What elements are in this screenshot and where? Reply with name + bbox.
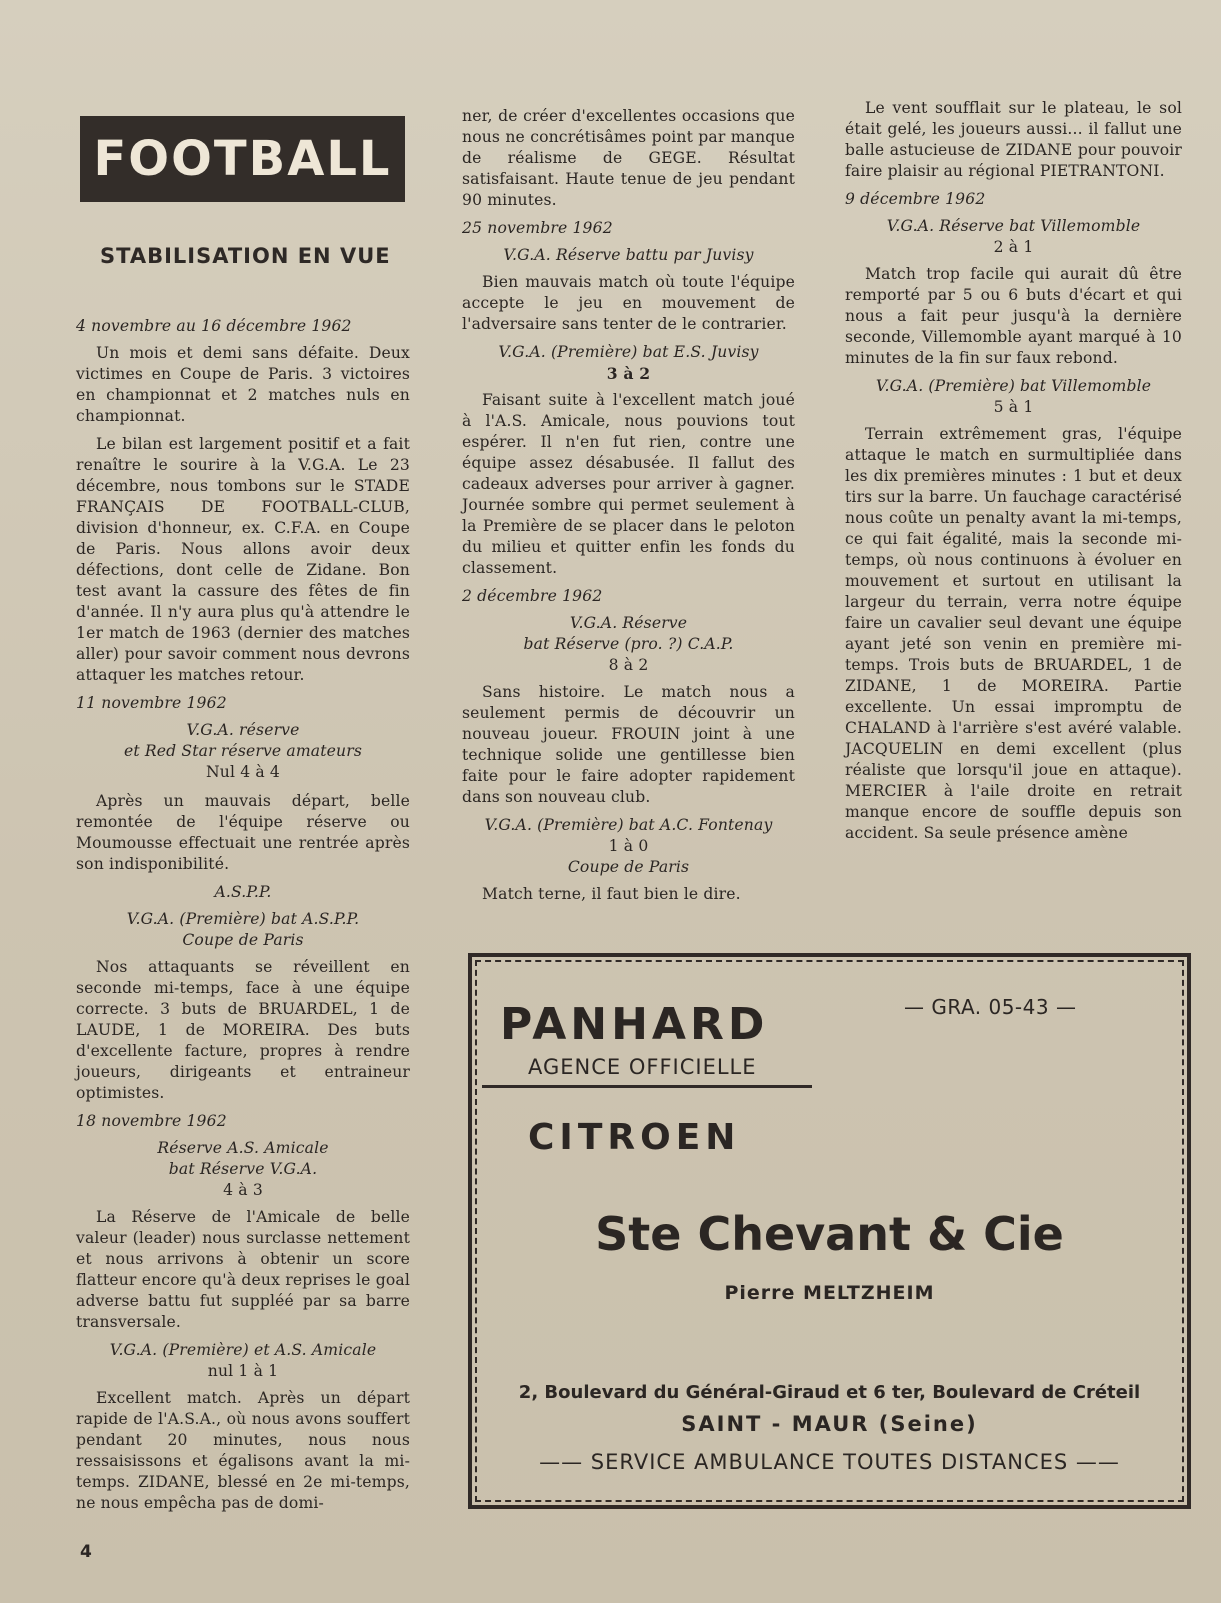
- ad-brand-citroen: CITROEN: [528, 1117, 741, 1158]
- match-line: V.G.A. Réserve bat Villemomble: [886, 217, 1141, 235]
- ad-service-line: —— SERVICE AMBULANCE TOUTES DISTANCES ——: [539, 1450, 1120, 1474]
- match-score: nul 1 à 1: [207, 1362, 279, 1380]
- match-score: 8 à 2: [608, 656, 649, 674]
- paragraph: Terrain extrêmement gras, l'équipe attaque le match en surmultipliée dans les dix premières minutes : 1 but et deux tirs sur la barre. Un fauchage caractérisé nous coûte un penalty avant la mi-temps, ce qui fait égalité, mais la seconde mi-temps, où nous continuons à évoluer en mouvement et surtout en utilisant la largeur du terrain, verra notre équipe faire un cavalier seul devant une équipe ayant jeté son venin en première mi-temps. Trois buts de BRUARDEL, 1 de ZIDANE, 1 de MOREIRA. Partie excellente. Un essai impromptu de CHALAND à l'arrière s'est avéré valable. JACQUELIN en demi excellent (plus réaliste que lorsqu'il joue en attaque). MERCIER à l'aile droite en retrait manque encore de souffle depuis son accident. Sa seule présence amène: [845, 425, 1182, 842]
- paragraph: Le bilan est largement positif et a fait renaître le sourire à la V.G.A. Le 23 décembre, nous tombons sur le STADE FRANÇAIS DE FOOTBALL-CLUB, division d'honneur, ex. C.F.A. en Coupe de Paris. Nous allons avoir deux défections, dont celle de Zidane. Bon test avant la cassure des fêtes de fin d'année. Il n'y aura plus qu'à attendre le 1er match de 1963 (dernier des matches aller) pour savoir comment nous devrons attaquer les matches retour.: [76, 435, 410, 684]
- column-1: [76, 312, 410, 1521]
- article-headline: STABILISATION EN VUE: [100, 244, 391, 268]
- paragraph: Sans histoire. Le match nous a seulement permis de découvrir un nouveau joueur. FROUIN joint à une technique solide une gentillesse bien faite pour le faire adopter rapidement dans son nouveau club.: [462, 683, 795, 806]
- match-line: V.G.A. (Première) bat E.S. Juvisy: [498, 343, 759, 361]
- ad-city-line: SAINT - MAUR (Seine): [681, 1412, 978, 1436]
- match-line: V.G.A. (Première) bat Villemomble: [875, 377, 1152, 395]
- paragraph: Bien mauvais match où toute l'équipe accepte le jeu en mouvement de l'adversaire sans tenter de le contrarier.: [462, 273, 795, 333]
- match-line: et Red Star réserve amateurs: [124, 742, 362, 760]
- match-line: V.G.A. Réserve: [569, 614, 688, 632]
- ad-address-line: 2, Boulevard du Général-Giraud et 6 ter, Boulevard de Créteil: [518, 1382, 1141, 1403]
- section-banner: FOOTBALL: [80, 116, 405, 202]
- column-2: [462, 106, 795, 912]
- match-score: 1 à 0: [608, 837, 649, 855]
- ad-subtitle: AGENCE OFFICIELLE: [528, 1055, 757, 1079]
- advertisement-box: [468, 953, 1191, 1509]
- paragraph: Excellent match. Après un départ rapide de l'A.S.A., où nous avons souffert pendant 20 minutes, nous nous ressaisissons et égalisons avant la mi-temps. ZIDANE, blessé en 2e mi-temps, ne nous empêcha pas de domi-: [76, 1389, 410, 1512]
- match-line: V.G.A. réserve: [186, 721, 300, 739]
- date-heading: 25 novembre 1962: [462, 219, 613, 237]
- match-score: Nul 4 à 4: [205, 763, 281, 781]
- match-line: V.G.A. (Première) bat A.C. Fontenay: [484, 816, 773, 834]
- match-score: 5 à 1: [993, 398, 1034, 416]
- date-heading: 2 décembre 1962: [462, 587, 603, 605]
- paragraph: Après un mauvais départ, belle remontée de l'équipe réserve ou Moumousse effectuait une rentrée après son indisponibilité.: [76, 792, 410, 873]
- match-line: V.G.A. (Première) bat A.S.P.P.: [126, 910, 360, 928]
- paragraph: Faisant suite à l'excellent match joué à l'A.S. Amicale, nous pouvions tout espérer. Il n'en fut rien, contre une équipe assez désabusée. Il fallut des cadeaux adverses pour arriver à gagner. Journée sombre qui permet seulement à la Première de se placer dans le peloton du milieu et quitter enfin les fonds du classement.: [462, 391, 795, 577]
- match-line: A.S.P.P.: [214, 883, 272, 901]
- date-heading: 18 novembre 1962: [76, 1112, 227, 1130]
- ad-owner-name: Pierre MELTZHEIM: [724, 1282, 935, 1304]
- date-heading: 11 novembre 1962: [76, 694, 227, 712]
- column-3: [845, 98, 1182, 851]
- match-score: 3 à 2: [606, 364, 651, 383]
- paragraph: La Réserve de l'Amicale de belle valeur (leader) nous surclasse nettement et nous arrivons à obtenir un score flatteur encore qu'à deux reprises le goal adverse battu fut suppléé par sa barre transversale.: [76, 1208, 410, 1331]
- date-heading: 9 décembre 1962: [845, 190, 986, 208]
- paragraph: Match terne, il faut bien le dire.: [482, 885, 741, 903]
- ad-divider: [482, 1085, 812, 1088]
- paragraph: Un mois et demi sans défaite. Deux victimes en Coupe de Paris. 3 victoires en championnat et 2 matches nuls en championnat.: [76, 344, 410, 425]
- match-line: Réserve A.S. Amicale: [157, 1139, 329, 1157]
- match-line: bat Réserve V.G.A.: [168, 1160, 318, 1178]
- paragraph: Match trop facile qui aurait dû être remporté par 5 ou 6 buts d'écart et qui nous a fait peur jusqu'à la dernière seconde, Villemomble ayant marqué à 10 minutes de la fin sur faux rebond.: [845, 265, 1182, 367]
- match-line: V.G.A. (Première) et A.S. Amicale: [109, 1341, 377, 1359]
- ad-company-name: Ste Chevant & Cie: [595, 1207, 1064, 1261]
- ad-phone: — GRA. 05-43 —: [904, 995, 1077, 1019]
- paragraph: Le vent soufflait sur le plateau, le sol était gelé, les joueurs aussi... il fallut une balle astucieuse de ZIDANE pour pouvoir faire plaisir au régional PIETRANTONI.: [845, 99, 1182, 180]
- paragraph: ner, de créer d'excellentes occasions que nous ne concrétisâmes point par manque de réalisme de GEGE. Résultat satisfaisant. Haute tenue de jeu pendant 90 minutes.: [462, 107, 795, 209]
- match-line: Coupe de Paris: [182, 931, 304, 949]
- paragraph: Nos attaquants se réveillent en seconde mi-temps, face à une équipe correcte. 3 buts de BRUARDEL, 1 de LAUDE, 1 de MOREIRA. Des buts d'excellente facture, propres à rendre joueurs, dirigeants et entraineur optimistes.: [76, 958, 410, 1102]
- match-line: V.G.A. Réserve battu par Juvisy: [503, 246, 754, 264]
- match-line: Coupe de Paris: [567, 858, 690, 876]
- match-line: bat Réserve (pro. ?) C.A.P.: [523, 635, 734, 653]
- match-score: 2 à 1: [993, 238, 1034, 256]
- date-heading: 4 novembre au 16 décembre 1962: [76, 317, 352, 335]
- match-score: 4 à 3: [223, 1181, 263, 1199]
- page-number: 4: [80, 1542, 92, 1562]
- ad-brand-panhard: PANHARD: [500, 999, 769, 1050]
